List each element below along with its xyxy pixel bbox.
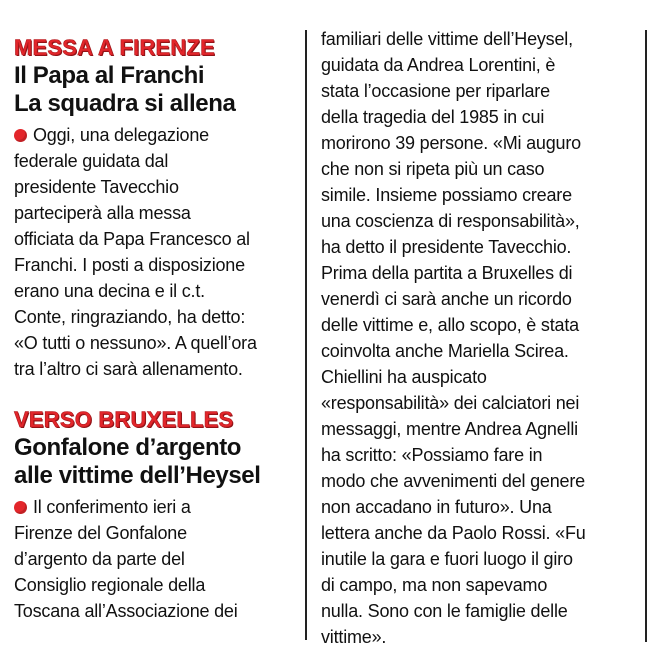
continuation-line: vittime». xyxy=(321,627,387,647)
article2-body-line: Consiglio regionale della xyxy=(14,575,206,595)
article2-body-line: Toscana all’Associazione dei xyxy=(14,601,238,621)
continuation-line: inutile la gara e fuori luogo il giro xyxy=(321,549,573,569)
continuation-line: di campo, ma non sapevamo xyxy=(321,575,548,595)
continuation-line: non accadano in futuro». Una xyxy=(321,497,552,517)
article1-body-line: Conte, ringraziando, ha detto: xyxy=(14,307,246,327)
article2-kicker: VERSO BRUXELLES xyxy=(14,407,234,432)
article1-body-line: parteciperà alla messa xyxy=(14,203,191,223)
continuation-line: modo che avvenimenti del genere xyxy=(321,471,585,491)
continuation-line: «responsabilità» dei calciatori nei xyxy=(321,393,580,413)
article-messa-a-firenze xyxy=(14,36,296,382)
article-verso-bruxelles xyxy=(14,408,296,624)
column-divider xyxy=(305,30,307,640)
article1-body-line: presidente Tavecchio xyxy=(14,177,179,197)
continuation-line: nulla. Sono con le famiglie delle xyxy=(321,601,568,621)
continuation-line: morirono 39 persone. «Mi auguro xyxy=(321,133,581,153)
continuation-line: venerdì ci sarà anche un ricordo xyxy=(321,289,572,309)
article2-body-text: Il conferimento ieri a xyxy=(33,497,191,517)
continuation-line: della tragedia del 1985 in cui xyxy=(321,107,545,127)
continuation-line: ha scritto: «Possiamo fare in xyxy=(321,445,543,465)
article2-headline xyxy=(14,434,296,490)
continuation-line: guidata da Andrea Lorentini, è xyxy=(321,55,556,75)
article1-headline xyxy=(14,62,296,118)
article1-body-line: erano una decina e il c.t. xyxy=(14,281,205,301)
continuation-line: familiari delle vittime dell’Heysel, xyxy=(321,29,573,49)
bullet-icon xyxy=(14,501,27,514)
continuation-line: che non si ripeta più un caso xyxy=(321,159,545,179)
bullet-icon xyxy=(14,129,27,142)
article2-body-line: d’argento da parte del xyxy=(14,549,185,569)
article2-body-line: Firenze del Gonfalone xyxy=(14,523,187,543)
continuation-line: simile. Insieme possiamo creare xyxy=(321,185,572,205)
article1-headline-line: Il Papa al Franchi xyxy=(14,62,205,89)
continuation-line: messaggi, mentre Andrea Agnelli xyxy=(321,419,578,439)
continuation-line: Prima della partita a Bruxelles di xyxy=(321,263,573,283)
continuation-line: stata l’occasione per riparlare xyxy=(321,81,550,101)
article1-body xyxy=(14,122,296,382)
article1-body-line xyxy=(14,122,296,148)
page-edge-rule xyxy=(645,30,647,642)
article1-body-line: Franchi. I posti a disposizione xyxy=(14,255,245,275)
left-column xyxy=(14,36,296,624)
right-column xyxy=(321,26,639,650)
article1-body-line: federale guidata dal xyxy=(14,151,169,171)
article1-body-line: tra l’altro ci sarà allenamento. xyxy=(14,359,243,379)
article1-body-line: officiata da Papa Francesco al xyxy=(14,229,250,249)
article2-continuation xyxy=(321,26,639,650)
continuation-line: ha detto il presidente Tavecchio. xyxy=(321,237,572,257)
article1-kicker: MESSA A FIRENZE xyxy=(14,35,216,60)
article2-body-line xyxy=(14,494,296,520)
article2-headline-line: Gonfalone d’argento xyxy=(14,434,242,461)
continuation-line: coinvolta anche Mariella Scirea. xyxy=(321,341,569,361)
article1-headline-line: La squadra si allena xyxy=(14,90,236,117)
article2-body xyxy=(14,494,296,624)
continuation-line: delle vittime e, allo scopo, è stata xyxy=(321,315,579,335)
continuation-line: lettera anche da Paolo Rossi. «Fu xyxy=(321,523,586,543)
article1-body-text: Oggi, una delegazione xyxy=(33,125,209,145)
continuation-line: Chiellini ha auspicato xyxy=(321,367,487,387)
article1-body-line: «O tutti o nessuno». A quell’ora xyxy=(14,333,257,353)
article2-headline-line: alle vittime dell’Heysel xyxy=(14,462,261,489)
continuation-line: una coscienza di responsabilità», xyxy=(321,211,580,231)
